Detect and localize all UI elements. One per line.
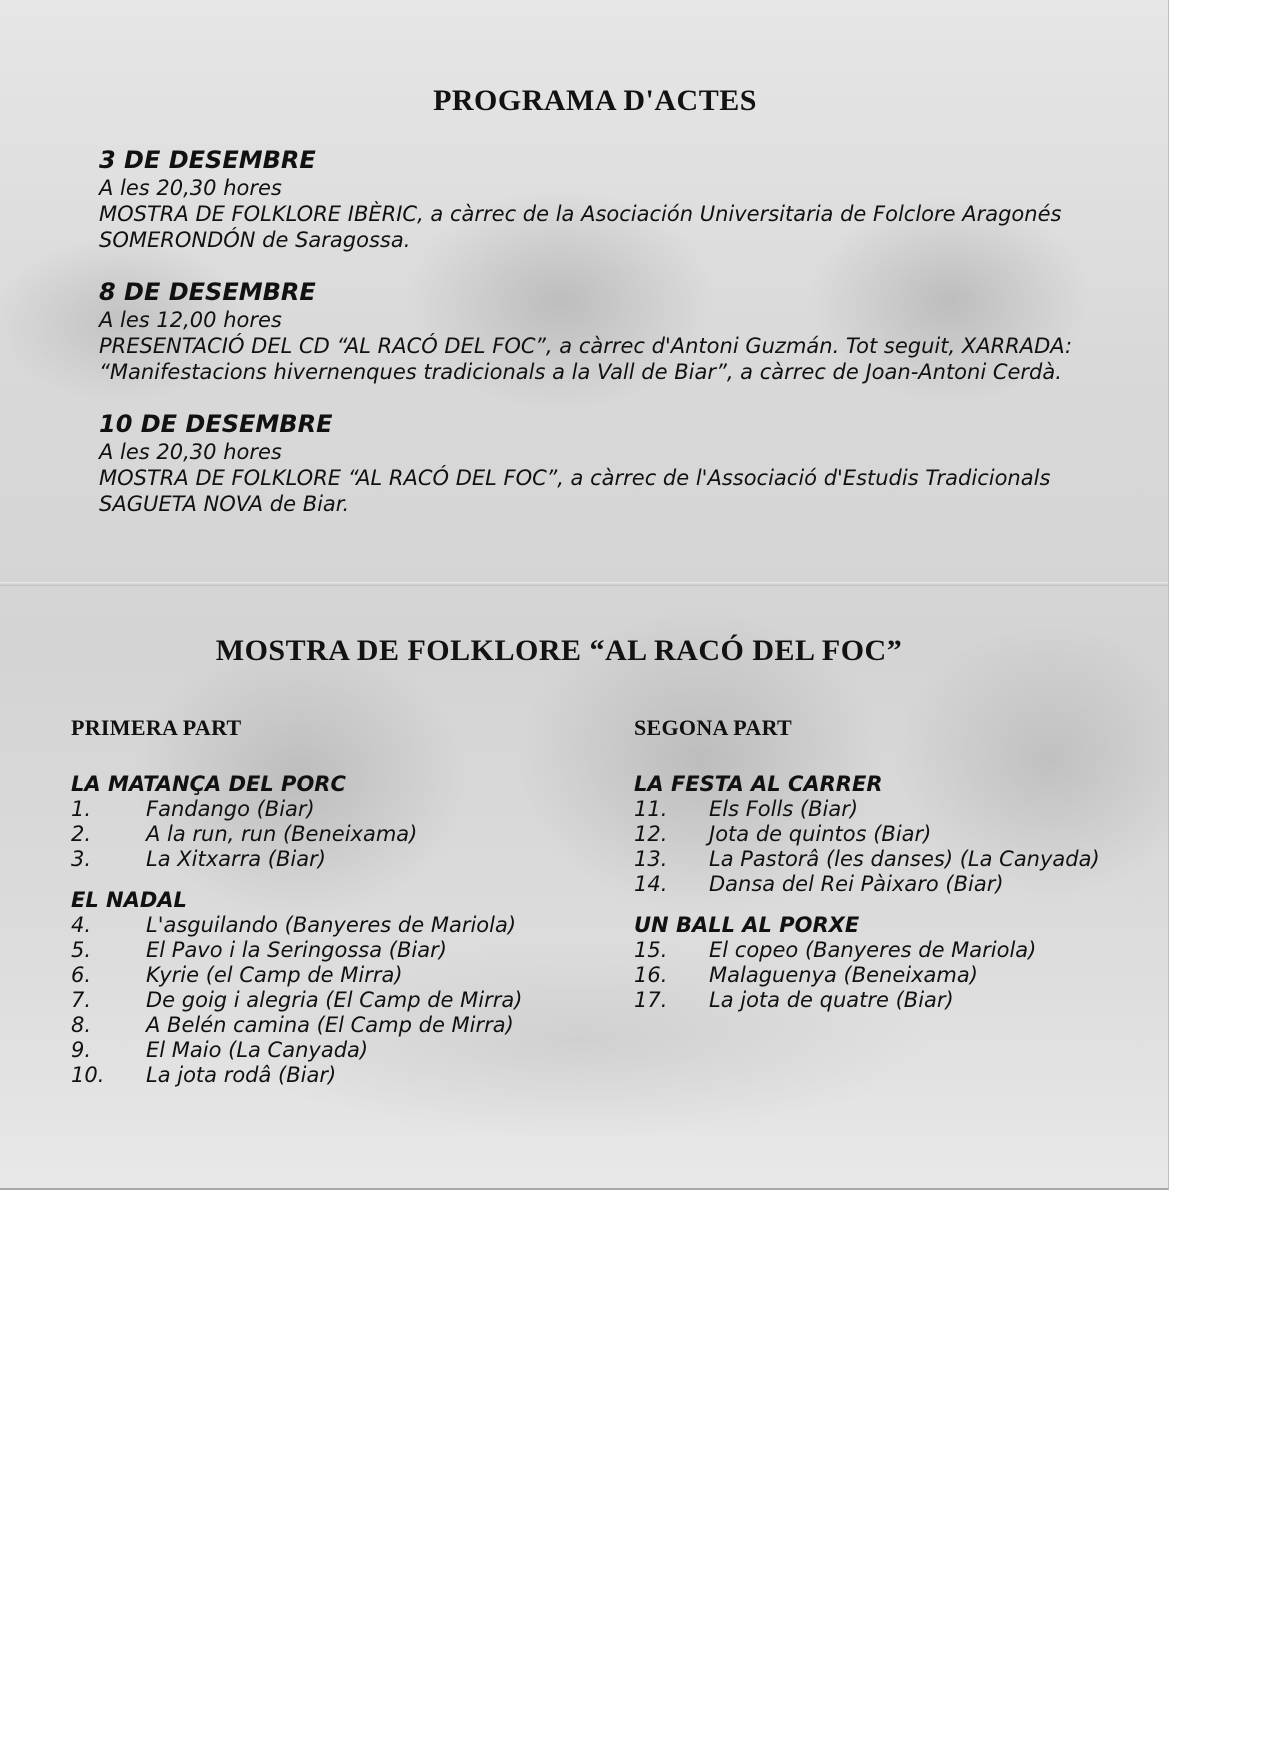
item-number: 10. — [71, 1063, 105, 1087]
item-text: Els Folls (Biar) — [709, 797, 859, 821]
item-text: La jota de quatre (Biar) — [709, 988, 954, 1012]
event-2 — [99, 277, 1119, 385]
part-column-2 — [634, 714, 1174, 1029]
item-number: 16. — [634, 963, 668, 987]
list-item — [634, 938, 1174, 963]
group-title: EL NADAL — [71, 888, 187, 912]
list-item — [71, 1013, 611, 1038]
list-item — [634, 963, 1174, 988]
list-item — [71, 988, 611, 1013]
fold-line — [0, 582, 1168, 586]
item-text: L'asguilando (Banyeres de Mariola) — [146, 913, 517, 937]
song-group — [634, 772, 1174, 897]
item-text: A Belén camina (El Camp de Mirra) — [146, 1013, 514, 1037]
group-title: UN BALL AL PORXE — [634, 913, 860, 937]
group-title: LA FESTA AL CARRER — [634, 772, 883, 796]
song-group — [71, 888, 611, 1088]
item-text: A la run, run (Beneixama) — [146, 822, 418, 846]
item-text: Dansa del Rei Pàixaro (Biar) — [709, 872, 1004, 896]
list-item — [71, 1063, 611, 1088]
item-number: 15. — [634, 938, 668, 962]
part-title: SEGONA PART — [634, 715, 792, 740]
event-description: MOSTRA DE FOLKLORE IBÈRIC, a càrrec de la Asociación Universitaria de Folclore Aragonés — [99, 202, 1062, 226]
item-text: Malaguenya (Beneixama) — [709, 963, 978, 987]
mostra-title: MOSTRA DE FOLKLORE “AL RACÓ DEL FOC” — [215, 634, 903, 667]
item-text: Fandango (Biar) — [146, 797, 315, 821]
event-description: “Manifestacions hivernenques tradicionals a la Vall de Biar”, a càrrec de Joan-Antoni Cerdà. — [99, 360, 1062, 384]
part-column-1 — [71, 714, 611, 1104]
item-text: El copeo (Banyeres de Mariola) — [709, 938, 1037, 962]
event-description: SAGUETA NOVA de Biar. — [99, 492, 350, 516]
item-number: 14. — [634, 872, 668, 896]
item-number: 13. — [634, 847, 668, 871]
item-number: 4. — [71, 913, 92, 937]
item-number: 12. — [634, 822, 668, 846]
item-number: 7. — [71, 988, 92, 1012]
item-text: La Pastorâ (les danses) (La Canyada) — [709, 847, 1100, 871]
event-description: PRESENTACIÓ DEL CD “AL RACÓ DEL FOC”, a càrrec d'Antoni Guzmán. Tot seguit, XARRADA: — [99, 334, 1073, 358]
item-text: La Xitxarra (Biar) — [146, 847, 326, 871]
list-item — [634, 988, 1174, 1013]
event-description: SOMERONDÓN de Saragossa. — [99, 228, 411, 252]
program-title: PROGRAMA D'ACTES — [433, 84, 757, 117]
item-text: De goig i alegria (El Camp de Mirra) — [146, 988, 523, 1012]
event-time: A les 12,00 hores — [99, 308, 282, 332]
list-item — [71, 1038, 611, 1063]
list-item — [71, 938, 611, 963]
event-3 — [99, 409, 1119, 517]
list-item — [634, 847, 1174, 872]
list-item — [71, 913, 611, 938]
item-number: 1. — [71, 797, 92, 821]
song-group — [634, 913, 1174, 1013]
item-number: 9. — [71, 1038, 92, 1062]
part-title: PRIMERA PART — [71, 715, 242, 740]
list-item — [634, 872, 1174, 897]
item-text: Kyrie (el Camp de Mirra) — [146, 963, 403, 987]
item-text: El Maio (La Canyada) — [146, 1038, 369, 1062]
event-time: A les 20,30 hores — [99, 440, 282, 464]
song-group — [71, 772, 611, 872]
item-text: Jota de quintos (Biar) — [709, 822, 932, 846]
list-item — [71, 797, 611, 822]
item-number: 2. — [71, 822, 92, 846]
item-number: 6. — [71, 963, 92, 987]
event-date: 3 DE DESEMBRE — [99, 146, 316, 174]
event-description: MOSTRA DE FOLKLORE “AL RACÓ DEL FOC”, a càrrec de l'Associació d'Estudis Tradicionals — [99, 466, 1051, 490]
list-item — [71, 847, 611, 872]
list-item — [634, 822, 1174, 847]
event-1 — [99, 145, 1119, 253]
event-date: 10 DE DESEMBRE — [99, 410, 333, 438]
event-time: A les 20,30 hores — [99, 176, 282, 200]
list-item — [71, 822, 611, 847]
item-number: 8. — [71, 1013, 92, 1037]
group-title: LA MATANÇA DEL PORC — [71, 772, 346, 796]
events-list — [99, 145, 1119, 541]
item-text: La jota rodâ (Biar) — [146, 1063, 337, 1087]
item-number: 17. — [634, 988, 668, 1012]
item-number: 11. — [634, 797, 668, 821]
list-item — [634, 797, 1174, 822]
list-item — [71, 963, 611, 988]
item-text: El Pavo i la Seringossa (Biar) — [146, 938, 447, 962]
item-number: 3. — [71, 847, 92, 871]
item-number: 5. — [71, 938, 92, 962]
event-date: 8 DE DESEMBRE — [99, 278, 316, 306]
